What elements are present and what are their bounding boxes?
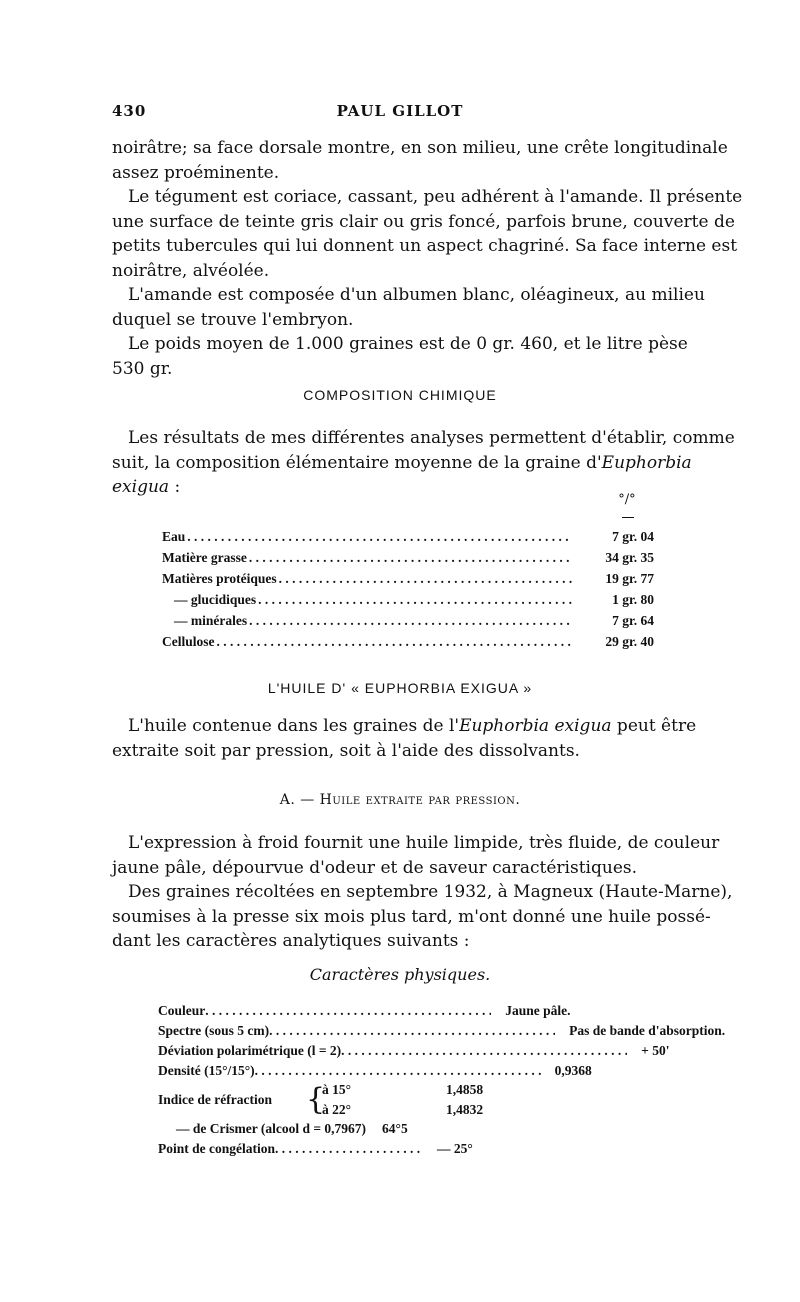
leader-dots bbox=[247, 610, 572, 631]
paragraph-4 bbox=[112, 332, 724, 381]
text-line bbox=[112, 714, 724, 739]
row-label: Spectre (sous 5 cm) bbox=[158, 1023, 270, 1038]
text-line: assez proéminente. bbox=[112, 162, 280, 183]
row-value: — 25° bbox=[437, 1141, 473, 1156]
leader-dots bbox=[277, 568, 572, 589]
brace: { bbox=[306, 1082, 326, 1117]
text-line: petits tubercules qui lui donnent un aspect chagriné. Sa face interne est bbox=[112, 236, 738, 256]
table-row bbox=[158, 1020, 726, 1041]
text-line: noirâtre, alvéolée. bbox=[112, 260, 270, 281]
text-fragment: L'huile contenue dans les graines de l' bbox=[128, 716, 460, 736]
row-value: 64°5 bbox=[382, 1121, 408, 1136]
text-line: duquel se trouve l'embryon. bbox=[112, 309, 354, 330]
table-row bbox=[158, 1040, 670, 1061]
text-line: une surface de teinte gris clair ou gris foncé, parfois brune, couverte de bbox=[112, 211, 735, 232]
row-value: Jaune pâle. bbox=[505, 1003, 571, 1018]
species-name: Euphorbia bbox=[601, 452, 692, 473]
row-label: — de Crismer (alcool d = 0,7967) bbox=[176, 1121, 367, 1136]
unit-header: °/° bbox=[618, 492, 636, 507]
table-row bbox=[174, 589, 654, 610]
table-row bbox=[176, 1118, 658, 1139]
table-row bbox=[158, 1000, 658, 1021]
table-row bbox=[158, 1138, 658, 1159]
unit-rule bbox=[622, 517, 634, 518]
physical-caption: Caractères physiques. bbox=[309, 965, 491, 984]
paragraph-1 bbox=[112, 136, 728, 185]
expression-paragraph bbox=[112, 831, 724, 880]
leader-dots bbox=[215, 631, 573, 652]
leader-dots bbox=[256, 589, 572, 610]
table-row bbox=[162, 526, 654, 547]
text-line: Le tégument est coriace, cassant, peu adhérent à l'amande. Il présente bbox=[128, 187, 743, 207]
subsection-title: A. — Huile extraite par pression. bbox=[279, 792, 521, 808]
text-line: Le poids moyen de 1.000 graines est de 0 gr. 460, et le litre pèse bbox=[128, 334, 688, 354]
row-label: Matières protéiques bbox=[162, 571, 277, 586]
text-fragment: suit, la composition élémentaire moyenne de la graine d' bbox=[112, 452, 602, 473]
text-line: noirâtre; sa face dorsale montre, en son milieu, une crête longitudinale bbox=[112, 138, 728, 158]
leader-dots bbox=[275, 1138, 423, 1159]
huile-intro bbox=[112, 714, 724, 763]
row-value: 29 gr. 40 bbox=[605, 634, 654, 649]
text-line: Des graines récoltées en septembre 1932, à Magneux (Haute-Marne), bbox=[128, 882, 733, 902]
row-value: Pas de bande d'absorption. bbox=[569, 1023, 726, 1038]
row-label: Densité (15°/15°) bbox=[158, 1063, 255, 1078]
row-label: Couleur bbox=[158, 1003, 206, 1018]
text-line: 530 gr. bbox=[112, 358, 173, 379]
row-label: à 22° bbox=[322, 1102, 352, 1117]
leader-dots bbox=[255, 1060, 541, 1081]
row-label: — minérales bbox=[174, 613, 248, 628]
text-line: Les résultats de mes différentes analyses permettent d'établir, comme bbox=[128, 428, 735, 448]
row-label: à 15° bbox=[322, 1082, 352, 1097]
row-value: 1,4832 bbox=[446, 1102, 484, 1117]
text-line bbox=[112, 451, 724, 476]
row-label: Matière grasse bbox=[162, 550, 247, 565]
leader-dots bbox=[205, 1000, 491, 1021]
species-name: exigua bbox=[112, 477, 170, 497]
running-title: PAUL GILLOT bbox=[336, 102, 464, 120]
row-value: 0,9368 bbox=[554, 1063, 592, 1078]
row-label: — glucidiques bbox=[174, 592, 257, 607]
text-line: L'amande est composée d'un albumen blanc, oléagineux, au milieu bbox=[128, 285, 705, 305]
table-row bbox=[162, 568, 654, 589]
table-row bbox=[162, 547, 654, 568]
row-value: 1,4858 bbox=[446, 1082, 484, 1097]
text-line: soumises à la presse six mois plus tard, m'ont donné une huile possé- bbox=[112, 906, 711, 927]
refraction-label: Indice de réfraction bbox=[158, 1092, 272, 1107]
row-label: Cellulose bbox=[162, 634, 215, 649]
text-line: L'expression à froid fournit une huile limpide, très fluide, de couleur bbox=[128, 833, 720, 853]
text-line: extraite soit par pression, soit à l'aide des dissolvants. bbox=[112, 740, 580, 761]
page-number: 430 bbox=[112, 102, 147, 120]
leader-dots bbox=[185, 526, 572, 547]
leader-dots bbox=[269, 1020, 555, 1041]
table-row bbox=[174, 610, 654, 631]
text-fragment: peut être bbox=[611, 716, 697, 736]
section-title-composition: COMPOSITION CHIMIQUE bbox=[303, 387, 497, 403]
paragraph-2 bbox=[112, 185, 743, 283]
row-value: 19 gr. 77 bbox=[605, 571, 654, 586]
leader-dots bbox=[247, 547, 572, 568]
row-label: Point de congélation bbox=[158, 1141, 275, 1156]
graines-paragraph bbox=[112, 880, 733, 954]
row-value: 34 gr. 35 bbox=[605, 550, 654, 565]
row-label: Déviation polarimétrique (l = 2) bbox=[158, 1043, 342, 1058]
paragraph-3 bbox=[112, 283, 724, 332]
composition-intro bbox=[112, 426, 735, 500]
text-line: jaune pâle, dépourvue d'odeur et de saveur caractéristiques. bbox=[112, 857, 638, 878]
table-row bbox=[322, 1079, 658, 1100]
row-value: 7 gr. 64 bbox=[612, 613, 654, 628]
text-fragment: : bbox=[169, 477, 181, 497]
text-line: dant les caractères analytiques suivants : bbox=[112, 931, 470, 951]
table-row bbox=[158, 1060, 658, 1081]
table-row bbox=[322, 1099, 658, 1120]
leader-dots bbox=[341, 1040, 627, 1061]
table-row bbox=[162, 631, 654, 652]
species-name: Euphorbia exigua bbox=[459, 716, 612, 736]
row-value: 7 gr. 04 bbox=[612, 529, 654, 544]
row-label: Eau bbox=[162, 529, 186, 544]
row-value: 1 gr. 80 bbox=[612, 592, 654, 607]
section-title-huile: L'HUILE D' « EUPHORBIA EXIGUA » bbox=[267, 680, 533, 696]
row-value: + 50' bbox=[641, 1043, 670, 1058]
